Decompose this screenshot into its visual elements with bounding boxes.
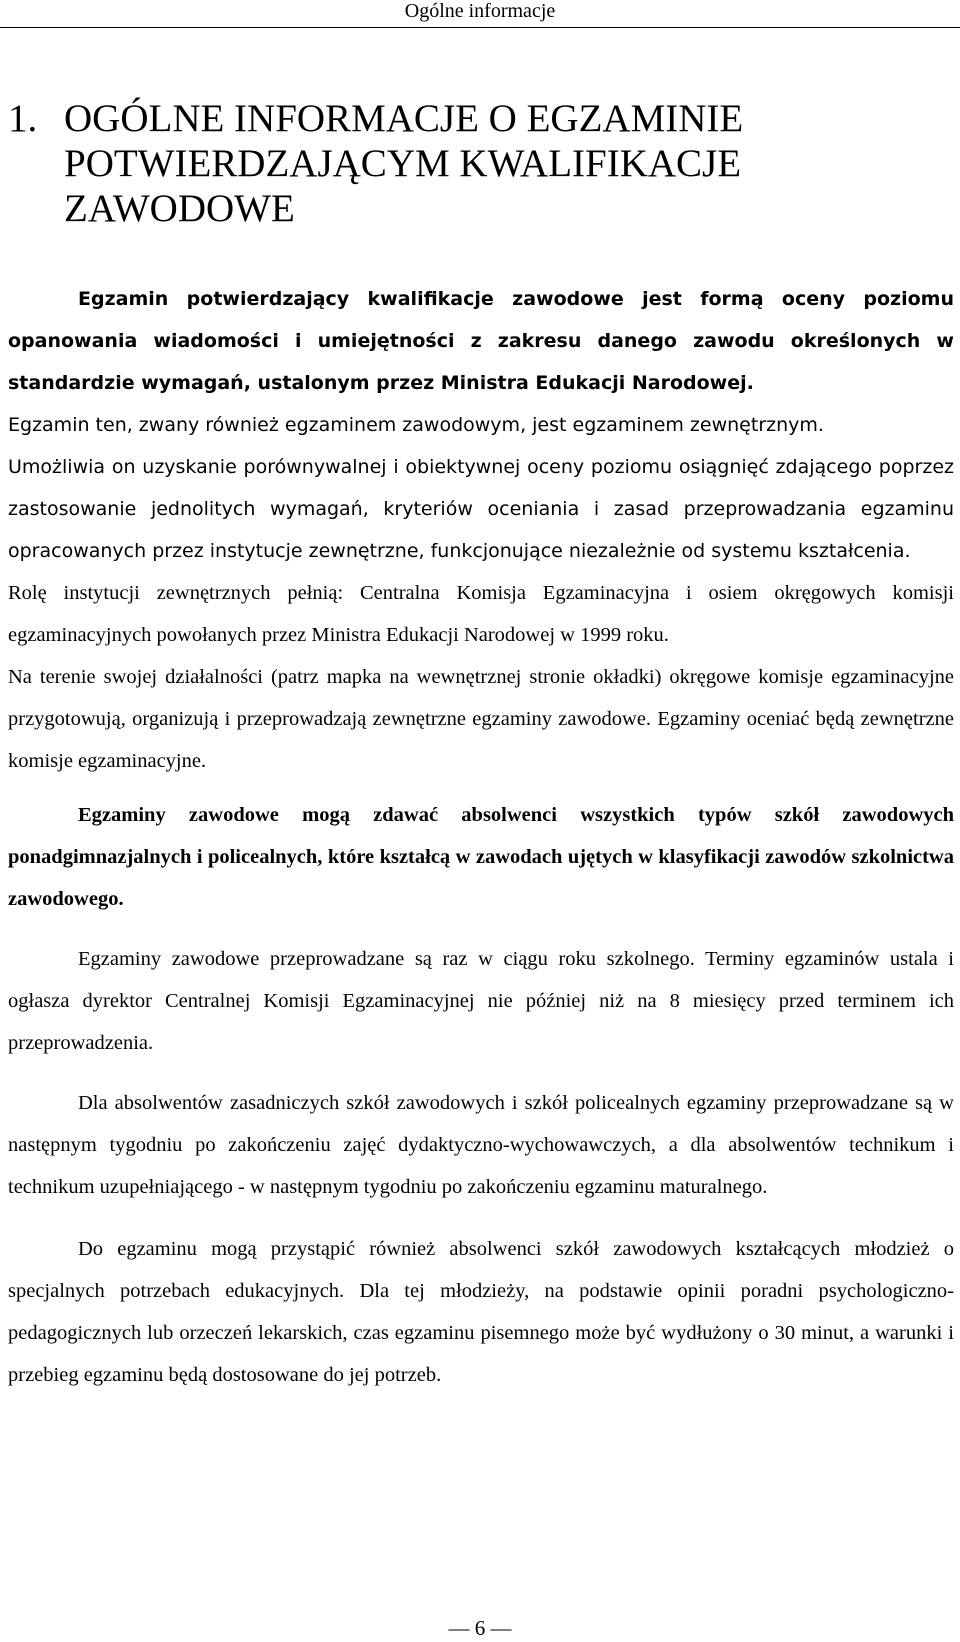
paragraph-regional-commissions: Na terenie swojej działalności (patrz mapka na wewnętrznej stronie okładki) okręgowe komisje egzaminacyjne przygotowują, organizują i przeprowadzają zewnętrzne egzaminy zawodowe. Egzaminy oceniać będą zewnętrzne komisje egzaminacyjne. [8, 666, 954, 772]
running-header: Ogólne informacje [404, 0, 556, 22]
paragraph-external-exam: Egzamin ten, zwany również egzaminem zawodowym, jest egzaminem zewnętrznym. [8, 414, 824, 436]
chapter-number: 1. [8, 97, 38, 140]
chapter-title-text: OGÓLNE INFORMACJE O EGZAMINIE POTWIERDZAJĄCYM KWALIFIKACJE ZAWODOWE [64, 97, 744, 230]
header-divider [0, 27, 960, 28]
page-number: — 6 — [448, 1616, 512, 1640]
chapter-title [8, 96, 948, 231]
paragraph-dates: Dla absolwentów zasadniczych szkół zawodowych i szkół policealnych egzaminy przeprowadzane są w następnym tygodniu po zakończeniu zajęć dydaktyczno-wychowawczych, a dla absolwentów technikum i technikum uzupełniającego - w następnym tygodniu po zakończeniu egzaminu maturalnego. [8, 1092, 954, 1198]
paragraph-schedule: Egzaminy zawodowe przeprowadzane są raz w ciągu roku szkolnego. Terminy egzaminów ustala i ogłasza dyrektor Centralnej Komisji Egzaminacyjnej nie później niż na 8 miesięcy przed terminem ich przeprowadzenia. [8, 948, 954, 1054]
paragraph-institutions: Rolę instytucji zewnętrznych pełnią: Centralna Komisja Egzaminacyjna i osiem okręgowych komisji egzaminacyjnych powołanych przez Ministra Edukacji Narodowej w 1999 roku. [8, 582, 954, 646]
document-body [8, 278, 954, 1396]
paragraph-eligibility: Egzaminy zawodowe mogą zdawać absolwenci wszystkich typów szkół zawodowych ponadgimnazjalnych i policealnych, które kształcą w zawodach ujętych w klasyfikacji zawodów szkolnictwa zawodowego. [8, 804, 954, 910]
paragraph-intro: Egzamin potwierdzający kwalifikacje zawodowe jest formą oceny poziomu opanowania wiadomości i umiejętności z zakresu danego zawodu określonych w standardzie wymagań, ustalonym przez Ministra Edukacji Narodowej. [8, 288, 954, 394]
paragraph-assessment: Umożliwia on uzyskanie porównywalnej i obiektywnej oceny poziomu osiągnięć zdającego poprzez zastosowanie jednolitych wymagań, kryteriów oceniania i zasad przeprowadzania egzaminu opracowanych przez instytucje zewnętrzne, funkcjonujące niezależnie od systemu kształcenia. [8, 456, 954, 562]
paragraph-special-needs: Do egzaminu mogą przystąpić również absolwenci szkół zawodowych kształcących młodzież o specjalnych potrzebach edukacyjnych. Dla tej młodzieży, na podstawie opinii poradni psychologiczno-pedagogicznych lub orzeczeń lekarskich, czas egzaminu pisemnego może być wydłużony o 30 minut, a warunki i przebieg egzaminu będą dostosowane do jej potrzeb. [8, 1238, 954, 1386]
